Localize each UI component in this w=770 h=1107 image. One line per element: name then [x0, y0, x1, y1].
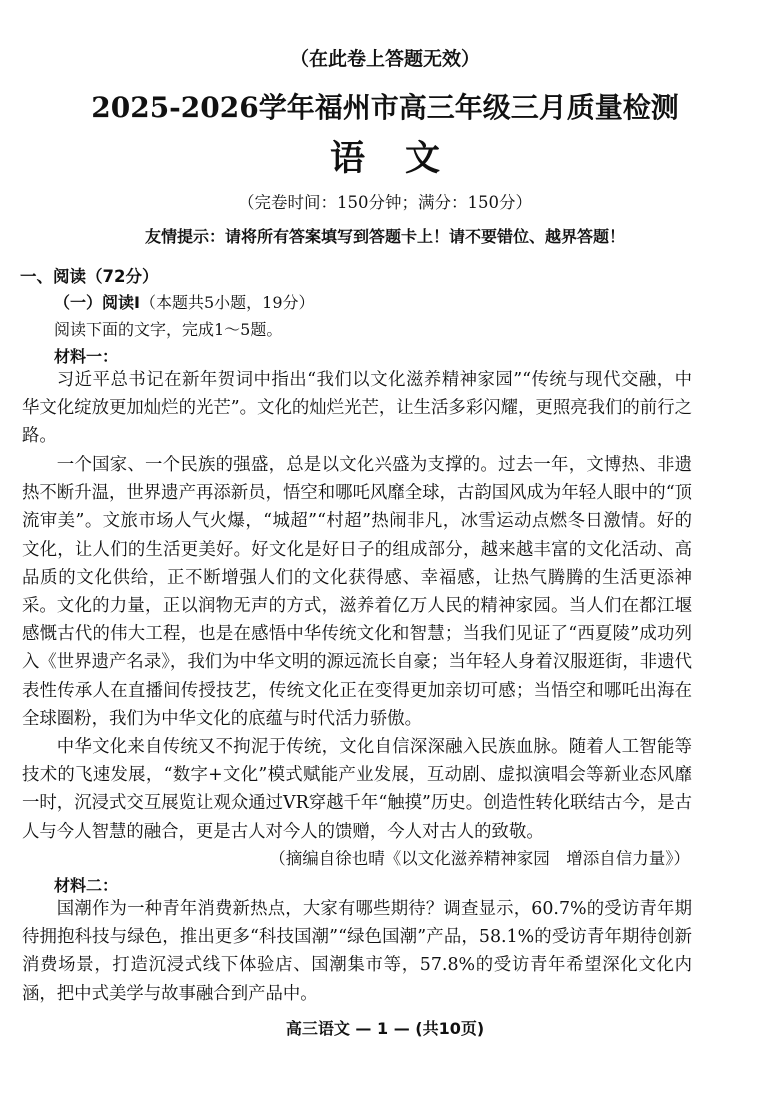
time-info: （完卷时间：150分钟；满分：150分）	[238, 193, 532, 212]
part-label: （一）阅读Ⅰ	[54, 293, 140, 312]
subject-title: 语文	[329, 138, 480, 179]
material1-paragraph: 习近平总书记在新年贺词中指出“我们以文化滋养精神家园”“传统与现代交融，中华文化绽放更加灿烂的光芒”。文化的灿烂光芒，让生活多彩闪耀，更照亮我们的前行之路。	[22, 370, 692, 447]
part-heading	[54, 290, 315, 313]
material1-source: （摘编自徐也晴《以文化滋养精神家园 增添自信力量》）	[269, 849, 690, 868]
material2-label: 材料二：	[54, 876, 119, 895]
section-heading: 一、阅读（72分）	[20, 267, 159, 286]
page-footer: 高三语文 — 1 — (共10页)	[285, 1019, 485, 1038]
material1-label: 材料一：	[54, 347, 119, 366]
material1-paragraph: 文化的力量，正以润物无声的方式，滋养着亿万人民的精神家园。当人们在都江堰感慨古代的伟大工程，也是在感悟中华传统文化和智慧；当我们见证了“西夏陵”成功列入《世界遗产名录》，我们为中华文明的源远流长自豪；当年轻人身着汉服逛街，非遗代表性传承人在直播间传授技艺，传统文化正在变得更加亲切可感；当悟空和哪吒出海在全球圈粉，我们为中华文化的底蕴与时代活力骄傲。	[22, 596, 692, 729]
tips-line: 友情提示：请将所有答案填写到答题卡上！请不要错位、越界答题！	[144, 227, 625, 246]
part-note: （本题共5小题，19分）	[139, 293, 315, 312]
material1-paragraph: 一个国家、一个民族的强盛，总是以文化兴盛为支撑的。过去一年，文博热、非遗热不断升温，世界遗产再添新员，悟空和哪吒风靡全球，古韵国风成为年轻人眼中的“顶流审美”。文旅市场人气火爆，“城超”“村超”热闹非凡，冰雪运动点燃冬日激情。好的文化，让人们的生活更美好。好文化是好日子的组成部分，越来越丰富的文化活动、高品质的文化供给，正不断增强人们的文化获得感、幸福感，让热气腾腾的生活更添神采。	[22, 455, 692, 617]
material1-paragraph: 中华文化来自传统又不拘泥于传统，文化自信深深融入民族血脉。随着人工智能等技术的飞速发展，“数字+文化”模式赋能产业发展，互动剧、虚拟演唱会等新业态风靡一时，沉浸式交互展览让观众通过VR穿越千年“触摸”历史。创造性转化联结古今，是古人与今人智慧的融合，更是古人对今人的馈赠，今人对古人的致敬。	[22, 737, 692, 842]
no-answer-notice: （在此卷上答题无效）	[289, 48, 480, 70]
instruction: 阅读下面的文字，完成1～5题。	[54, 320, 283, 339]
material2-paragraph: 国潮作为一种青年消费新热点，大家有哪些期待？调查显示，60.7%的受访青年期待拥抱科技与绿色，推出更多“科技国潮”“绿色国潮”产品，58.1%的受访青年期待创新消费场景，打造沉浸式线下体验店、国潮集市等，57.8%的受访青年希望深化文化内涵，把中式美学与故事融合到产品中。	[22, 899, 692, 1004]
exam-title: 2025-2026学年福州市高三年级三月质量检测	[91, 91, 679, 124]
